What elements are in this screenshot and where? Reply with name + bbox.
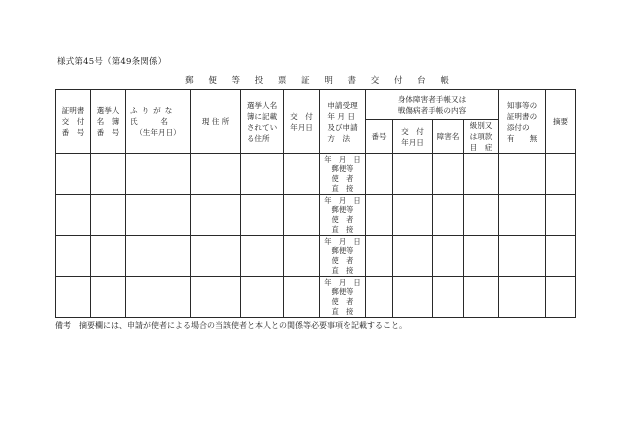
table-cell[interactable]	[366, 154, 393, 195]
header-cert-number-text: 証明書 交 付 番 号	[61, 106, 85, 137]
table-cell[interactable]	[499, 195, 546, 236]
table-cell[interactable]	[433, 236, 464, 277]
table-cell[interactable]	[191, 277, 241, 318]
table-cell[interactable]	[191, 236, 241, 277]
header-issue-date-text: 交 付 年月日	[290, 111, 313, 132]
table-cell[interactable]	[126, 154, 191, 195]
header-furigana: ふりがな	[130, 106, 177, 115]
table-cell[interactable]	[91, 195, 126, 236]
table-cell[interactable]	[284, 195, 320, 236]
header-governor-cert-text: 知事等の 証明書の 添付の 有 無	[506, 100, 538, 143]
table-row	[56, 154, 576, 195]
header-grade-text: 級別又 は項款 目 症	[469, 121, 493, 152]
header-register-address-text: 選挙人名 簿に記載 されてい る住所	[246, 100, 278, 143]
table-cell[interactable]	[241, 277, 284, 318]
table-cell[interactable]	[91, 154, 126, 195]
header-handbook-issue	[393, 120, 433, 154]
table-cell[interactable]	[464, 154, 499, 195]
table-cell[interactable]	[366, 277, 393, 318]
table-cell[interactable]	[393, 154, 433, 195]
table-cell[interactable]	[393, 277, 433, 318]
table-row	[56, 195, 576, 236]
table-cell[interactable]	[546, 236, 576, 277]
header-dob: （生年月日）	[135, 128, 181, 137]
table-cell[interactable]	[284, 277, 320, 318]
table-cell[interactable]	[546, 277, 576, 318]
ledger-title: 郵 便 等 投 票 証 明 書 交 付 台 帳	[185, 76, 455, 86]
table-cell[interactable]	[126, 236, 191, 277]
table-cell[interactable]	[56, 195, 91, 236]
header-handbook-number: 番号	[366, 120, 393, 154]
table-cell[interactable]	[56, 236, 91, 277]
table-cell[interactable]	[464, 195, 499, 236]
table-row	[56, 236, 576, 277]
header-register-number-text: 選挙人 名 簿 番 号	[96, 106, 120, 137]
table-cell[interactable]	[241, 154, 284, 195]
application-method-cell[interactable]: 年 月 日 郵便等 使 者 直 接	[320, 154, 366, 195]
header-application-text: 申請受理 年 月 日 及び申請 方 法	[327, 100, 358, 143]
table-cell[interactable]	[56, 277, 91, 318]
table-cell[interactable]	[393, 195, 433, 236]
table-cell[interactable]	[366, 236, 393, 277]
table-cell[interactable]	[191, 154, 241, 195]
table-cell[interactable]	[91, 277, 126, 318]
table-cell[interactable]	[393, 236, 433, 277]
application-method-cell[interactable]: 年 月 日 郵便等 使 者 直 接	[320, 236, 366, 277]
header-cert-number	[56, 90, 91, 154]
header-handbook-group	[366, 90, 499, 120]
table-cell[interactable]	[241, 195, 284, 236]
header-disability-name: 障害名	[433, 120, 464, 154]
table-cell[interactable]	[499, 154, 546, 195]
table-cell[interactable]	[546, 195, 576, 236]
table-row	[56, 277, 576, 318]
header-remarks: 摘要	[546, 90, 576, 154]
ledger-table	[55, 89, 576, 318]
table-cell[interactable]	[191, 195, 241, 236]
table-cell[interactable]	[284, 236, 320, 277]
table-cell[interactable]	[464, 236, 499, 277]
table-cell[interactable]	[126, 277, 191, 318]
table-cell[interactable]	[241, 236, 284, 277]
table-cell[interactable]	[126, 195, 191, 236]
table-cell[interactable]	[366, 195, 393, 236]
table-cell[interactable]	[433, 277, 464, 318]
table-cell[interactable]	[499, 236, 546, 277]
table-cell[interactable]	[91, 236, 126, 277]
header-governor-cert	[499, 90, 546, 154]
header-handbook-issue-text: 交 付 年月日	[401, 126, 424, 147]
table-cell[interactable]	[464, 277, 499, 318]
header-handbook-group-text: 身体障害者手帳又は 戦傷病者手帳の内容	[397, 94, 467, 115]
table-cell[interactable]	[433, 195, 464, 236]
header-grade	[464, 120, 499, 154]
table-cell[interactable]	[284, 154, 320, 195]
table-cell[interactable]	[499, 277, 546, 318]
header-application	[320, 90, 366, 154]
application-method-cell[interactable]: 年 月 日 郵便等 使 者 直 接	[320, 195, 366, 236]
header-register-number	[91, 90, 126, 154]
header-register-address	[241, 90, 284, 154]
header-name	[126, 90, 191, 154]
table-cell[interactable]	[546, 154, 576, 195]
header-issue-date	[284, 90, 320, 154]
form-number: 様式第45号（第49条関係）	[57, 57, 167, 67]
header-address: 現 住 所	[191, 90, 241, 154]
table-cell[interactable]	[56, 154, 91, 195]
table-cell[interactable]	[433, 154, 464, 195]
application-method-cell[interactable]: 年 月 日 郵便等 使 者 直 接	[320, 277, 366, 318]
footnote: 備考 摘要欄には、申請が使者による場合の当該使者と本人との関係等必要事項を記載すること。	[55, 321, 407, 330]
header-full-name: 氏 名	[130, 117, 168, 126]
